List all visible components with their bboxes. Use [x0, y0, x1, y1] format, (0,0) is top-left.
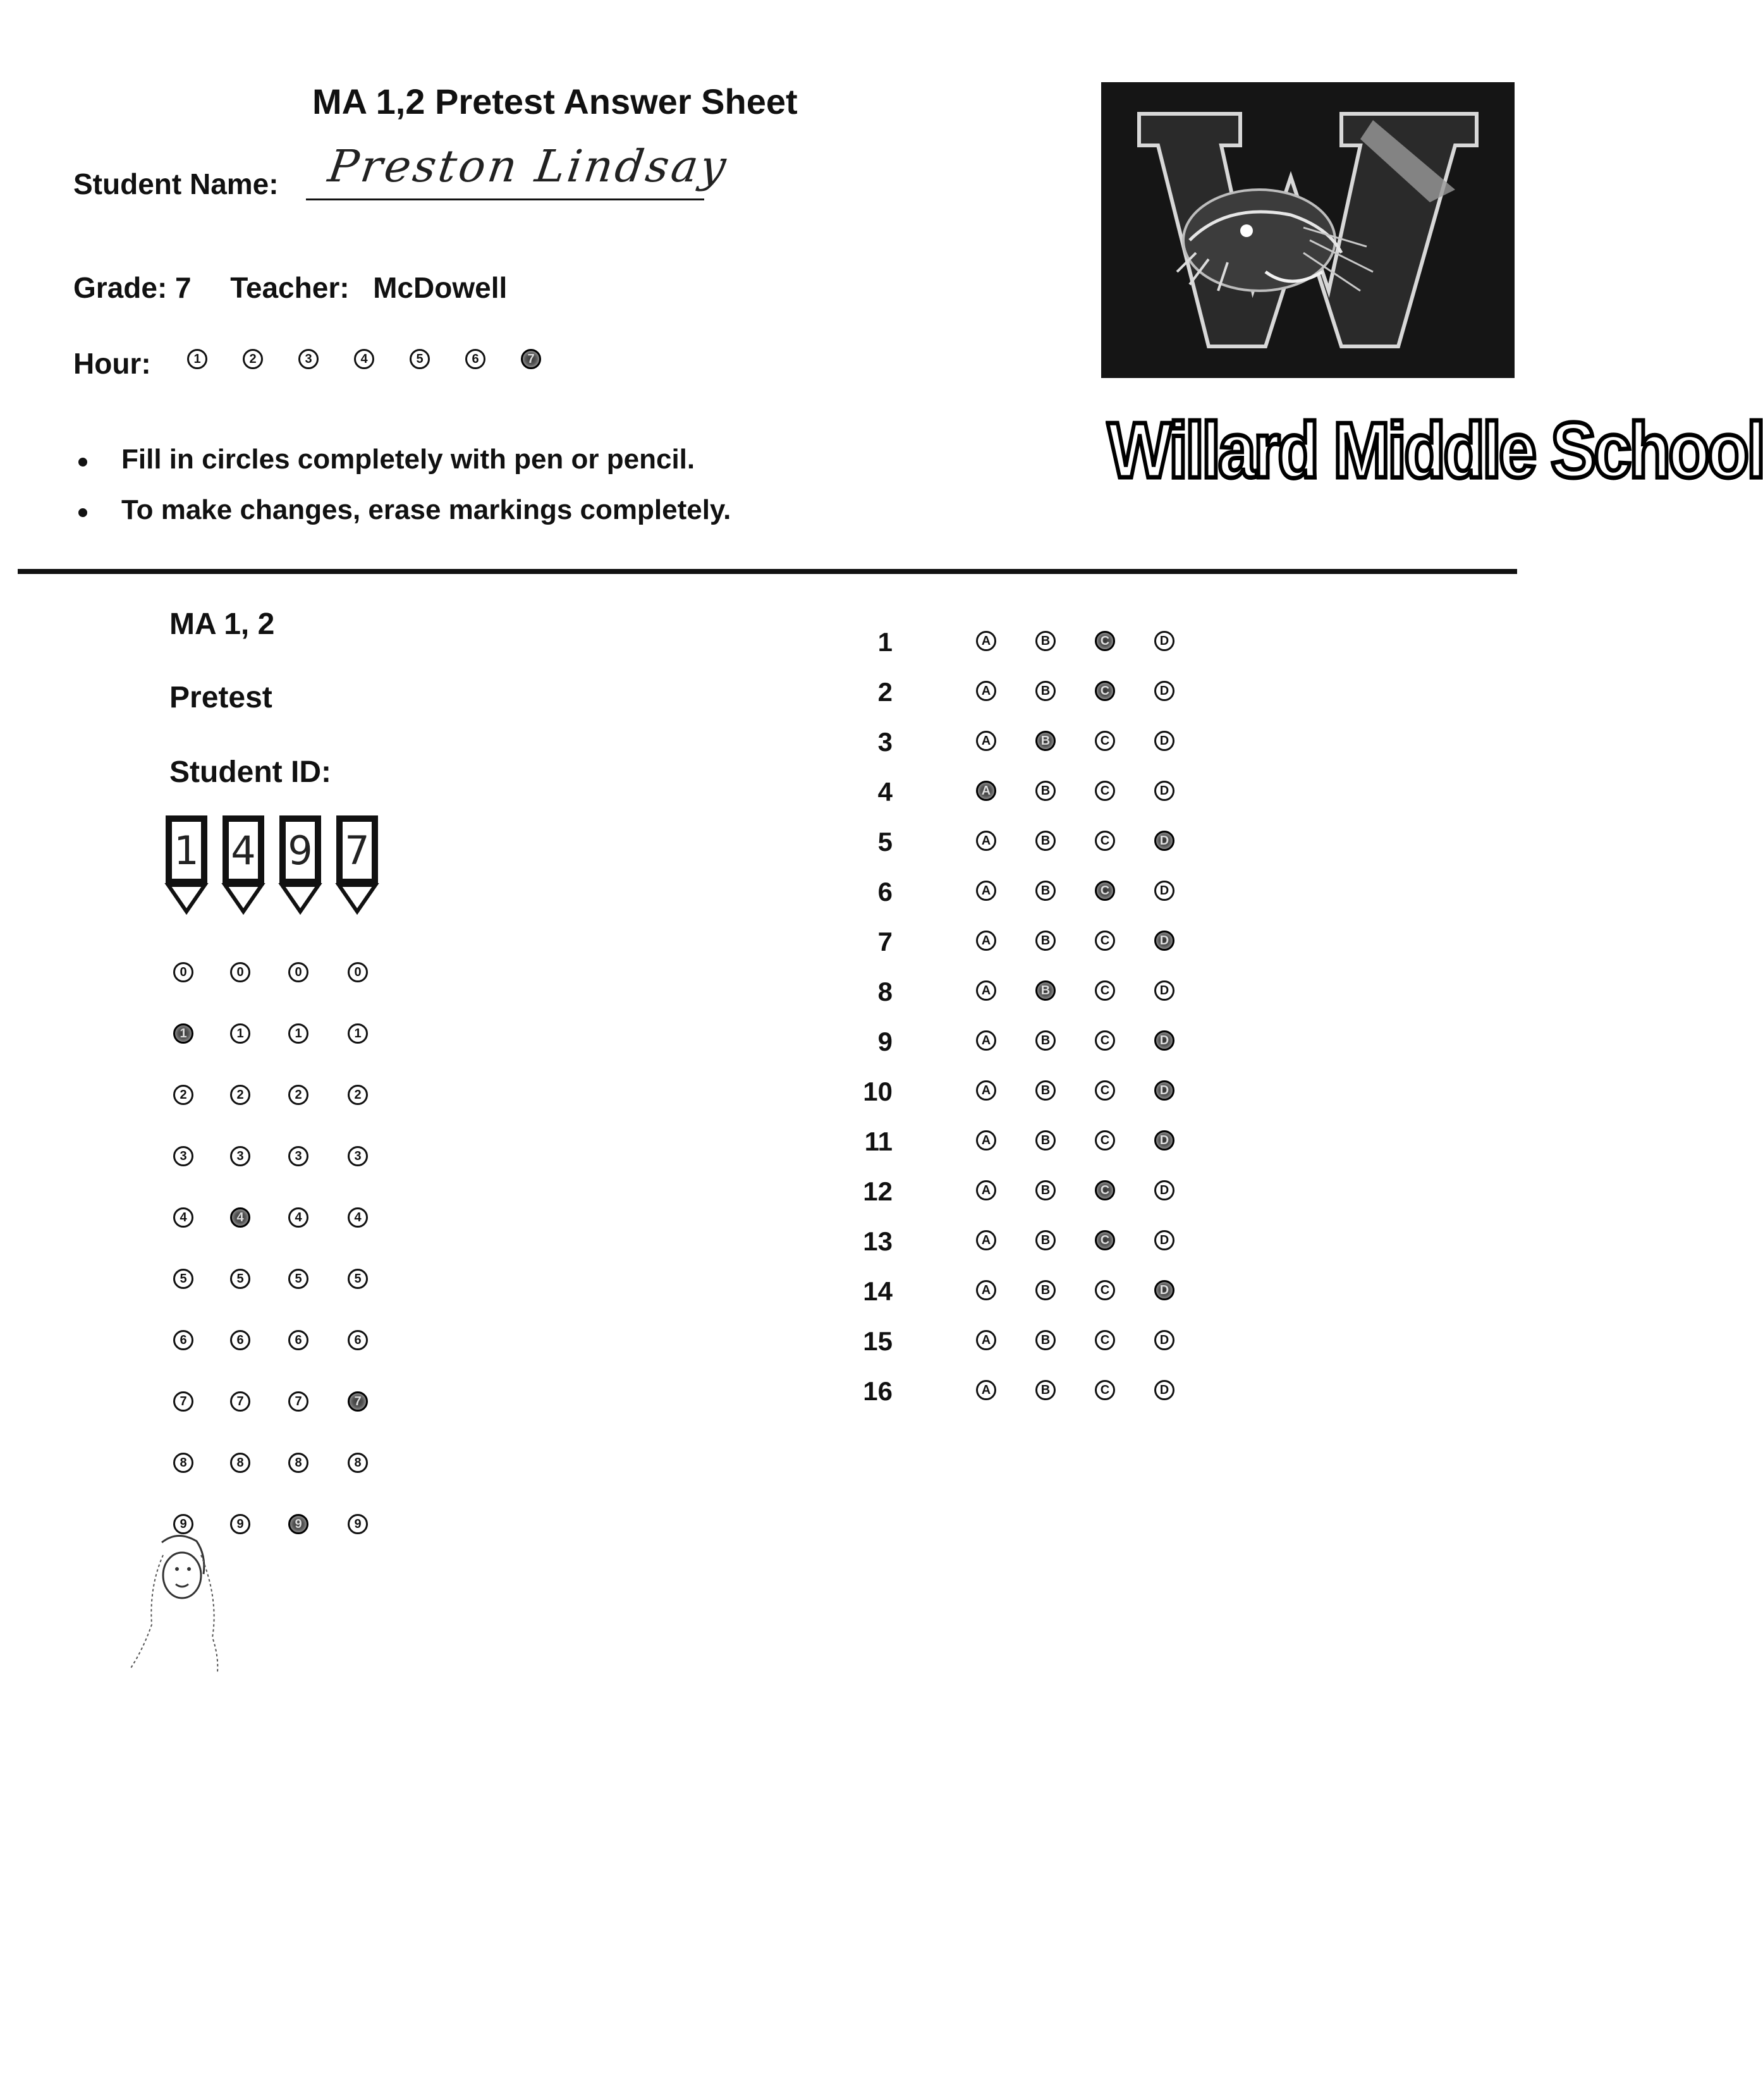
- question-number: 6: [877, 877, 893, 907]
- answer-bubble-b[interactable]: B: [1035, 631, 1056, 651]
- question-number: 15: [863, 1326, 893, 1356]
- hour-bubble-5[interactable]: 5: [410, 349, 430, 369]
- hour-label: Hour:: [73, 347, 151, 380]
- answer-bubble-a[interactable]: A: [976, 1330, 996, 1350]
- student-id-bubble-8[interactable]: 8: [230, 1453, 250, 1473]
- answer-bubble-a[interactable]: A: [976, 1280, 996, 1300]
- answer-bubble-a[interactable]: A: [976, 881, 996, 901]
- student-id-bubble-6[interactable]: 6: [230, 1330, 250, 1350]
- answer-bubble-a[interactable]: A: [976, 1130, 996, 1151]
- student-id-bubble-2[interactable]: 2: [348, 1085, 368, 1105]
- student-name-label: Student Name:: [73, 168, 279, 200]
- student-id-bubble-1[interactable]: 1: [230, 1023, 250, 1044]
- answer-bubble-b[interactable]: B: [1035, 1330, 1056, 1350]
- answer-bubble-d[interactable]: D: [1154, 931, 1174, 951]
- student-id-bubble-8[interactable]: 8: [288, 1453, 308, 1473]
- student-name-line: [306, 198, 704, 200]
- arrow-down-icon: [223, 884, 264, 914]
- answer-bubble-b[interactable]: B: [1035, 831, 1056, 851]
- answer-bubble-a[interactable]: A: [976, 631, 996, 651]
- hour-bubble-4[interactable]: 4: [354, 349, 374, 369]
- instruction-1: Fill in circles completely with pen or pencil.: [121, 444, 695, 475]
- answer-bubble-d[interactable]: D: [1154, 1130, 1174, 1151]
- answer-bubble-a[interactable]: A: [976, 731, 996, 751]
- answer-bubble-b[interactable]: B: [1035, 1380, 1056, 1400]
- answer-bubble-c[interactable]: C: [1095, 1280, 1115, 1300]
- question-number: 10: [863, 1077, 893, 1106]
- student-id-bubble-3[interactable]: 3: [348, 1146, 368, 1166]
- question-number: 11: [864, 1126, 893, 1156]
- answer-bubble-b[interactable]: B: [1035, 681, 1056, 701]
- answer-bubble-d[interactable]: D: [1154, 1230, 1174, 1250]
- answer-bubble-d[interactable]: D: [1154, 831, 1174, 851]
- answer-bubble-a[interactable]: A: [976, 1180, 996, 1200]
- answer-bubble-c[interactable]: C: [1095, 1230, 1115, 1250]
- student-id-bubble-0[interactable]: 0: [173, 962, 193, 982]
- hour-bubble-2[interactable]: 2: [243, 349, 263, 369]
- student-id-bubble-4[interactable]: 4: [230, 1207, 250, 1228]
- student-id-bubble-8[interactable]: 8: [348, 1453, 368, 1473]
- student-id-bubble-5[interactable]: 5: [173, 1269, 193, 1289]
- student-id-bubble-7[interactable]: 7: [348, 1391, 368, 1412]
- answer-bubble-c[interactable]: C: [1095, 831, 1115, 851]
- school-name-wordmark: Willard Middle School: [1107, 406, 1763, 494]
- answer-bubble-b[interactable]: B: [1035, 1280, 1056, 1300]
- answer-bubble-a[interactable]: A: [976, 831, 996, 851]
- answer-bubble-b[interactable]: B: [1035, 1230, 1056, 1250]
- student-id-bubble-6[interactable]: 6: [348, 1330, 368, 1350]
- sheet-title: MA 1,2 Pretest Answer Sheet: [312, 82, 798, 121]
- student-id-bubble-4[interactable]: 4: [288, 1207, 308, 1228]
- teacher-label: Teacher:: [230, 271, 350, 304]
- student-id-bubble-6[interactable]: 6: [173, 1330, 193, 1350]
- answer-bubble-c[interactable]: C: [1095, 1330, 1115, 1350]
- hour-bubble-7[interactable]: 7: [521, 349, 541, 369]
- answer-bubble-d[interactable]: D: [1154, 1080, 1174, 1101]
- answer-bubble-a[interactable]: A: [976, 931, 996, 951]
- answer-bubble-d[interactable]: D: [1154, 731, 1174, 751]
- student-id-bubble-7[interactable]: 7: [288, 1391, 308, 1412]
- answer-bubble-c[interactable]: C: [1095, 781, 1115, 801]
- answer-bubble-b[interactable]: B: [1035, 881, 1056, 901]
- answer-bubble-d[interactable]: D: [1154, 881, 1174, 901]
- test-type: Pretest: [169, 681, 272, 714]
- student-id-digit-box[interactable]: 9: [279, 815, 321, 885]
- section-divider: [18, 569, 1517, 574]
- student-id-digit-box[interactable]: 7: [336, 815, 378, 885]
- answer-bubble-c[interactable]: C: [1095, 1380, 1115, 1400]
- student-id-bubble-2[interactable]: 2: [173, 1085, 193, 1105]
- student-id-bubble-8[interactable]: 8: [173, 1453, 193, 1473]
- hour-bubble-3[interactable]: 3: [298, 349, 319, 369]
- question-number: 9: [877, 1027, 893, 1056]
- question-number: 12: [863, 1176, 893, 1206]
- bullet: [78, 458, 87, 467]
- question-number: 4: [877, 777, 893, 807]
- student-id-bubble-9[interactable]: 9: [288, 1514, 308, 1534]
- answer-bubble-c[interactable]: C: [1095, 1180, 1115, 1200]
- answer-bubble-c[interactable]: C: [1095, 631, 1115, 651]
- answer-bubble-a[interactable]: A: [976, 681, 996, 701]
- student-id-bubble-0[interactable]: 0: [230, 962, 250, 982]
- answer-bubble-d[interactable]: D: [1154, 980, 1174, 1001]
- student-id-digit-box[interactable]: 1: [166, 815, 207, 885]
- student-id-bubble-3[interactable]: 3: [230, 1146, 250, 1166]
- student-id-bubble-1[interactable]: 1: [348, 1023, 368, 1044]
- answer-bubble-b[interactable]: B: [1035, 931, 1056, 951]
- grade-value: 7: [175, 271, 192, 304]
- answer-bubble-c[interactable]: C: [1095, 1130, 1115, 1151]
- student-id-bubble-1[interactable]: 1: [173, 1023, 193, 1044]
- answer-bubble-c[interactable]: C: [1095, 980, 1115, 1001]
- student-id-bubble-3[interactable]: 3: [288, 1146, 308, 1166]
- answer-bubble-c[interactable]: C: [1095, 931, 1115, 951]
- grade-row: [73, 271, 507, 305]
- student-id-bubble-5[interactable]: 5: [230, 1269, 250, 1289]
- student-id-bubble-6[interactable]: 6: [288, 1330, 308, 1350]
- answer-bubble-c[interactable]: C: [1095, 681, 1115, 701]
- question-number: 16: [863, 1376, 893, 1406]
- student-id-bubble-0[interactable]: 0: [348, 962, 368, 982]
- answer-bubble-c[interactable]: C: [1095, 731, 1115, 751]
- answer-bubble-a[interactable]: A: [976, 1380, 996, 1400]
- student-id-bubble-3[interactable]: 3: [173, 1146, 193, 1166]
- answer-bubble-a[interactable]: A: [976, 980, 996, 1001]
- student-name-handwritten[interactable]: Preston Lindsay: [325, 140, 732, 192]
- student-id-bubble-0[interactable]: 0: [288, 962, 308, 982]
- question-number: 8: [877, 977, 893, 1006]
- student-id-digit-box[interactable]: 4: [223, 815, 264, 885]
- student-id-bubble-4[interactable]: 4: [173, 1207, 193, 1228]
- course-name: MA 1, 2: [169, 607, 275, 641]
- answer-bubble-d[interactable]: D: [1154, 1380, 1174, 1400]
- student-id-bubble-2[interactable]: 2: [230, 1085, 250, 1105]
- answer-bubble-b[interactable]: B: [1035, 1080, 1056, 1101]
- answer-bubble-d[interactable]: D: [1154, 1030, 1174, 1051]
- student-id-bubble-7[interactable]: 7: [230, 1391, 250, 1412]
- answer-bubble-b[interactable]: B: [1035, 1130, 1056, 1151]
- answer-bubble-d[interactable]: D: [1154, 1280, 1174, 1300]
- question-number: 5: [877, 827, 893, 857]
- student-id-label: Student ID:: [169, 755, 331, 789]
- answer-bubble-b[interactable]: B: [1035, 1180, 1056, 1200]
- answer-bubble-b[interactable]: B: [1035, 781, 1056, 801]
- student-id-bubble-1[interactable]: 1: [288, 1023, 308, 1044]
- question-number: 2: [877, 677, 893, 707]
- student-id-bubble-9[interactable]: 9: [348, 1514, 368, 1534]
- answer-bubble-a[interactable]: A: [976, 1080, 996, 1101]
- arrow-down-icon: [279, 884, 321, 914]
- answer-bubble-d[interactable]: D: [1154, 1330, 1174, 1350]
- school-logo: [1101, 82, 1515, 378]
- instruction-2: To make changes, erase markings completely.: [121, 494, 731, 525]
- teacher-value: McDowell: [373, 271, 508, 304]
- answer-bubble-b[interactable]: B: [1035, 1030, 1056, 1051]
- answer-bubble-d[interactable]: D: [1154, 681, 1174, 701]
- w-panther-logo-icon: [1101, 82, 1515, 378]
- bullet: [78, 508, 87, 517]
- answer-bubble-a[interactable]: A: [976, 1230, 996, 1250]
- student-id-bubble-5[interactable]: 5: [348, 1269, 368, 1289]
- question-number: 14: [863, 1276, 893, 1306]
- grade-label: Grade:: [73, 271, 168, 304]
- answer-bubble-a[interactable]: A: [976, 781, 996, 801]
- question-number: 3: [877, 727, 893, 757]
- answer-bubble-b[interactable]: B: [1035, 731, 1056, 751]
- student-id-bubble-7[interactable]: 7: [173, 1391, 193, 1412]
- student-id-bubble-5[interactable]: 5: [288, 1269, 308, 1289]
- answer-bubble-d[interactable]: D: [1154, 781, 1174, 801]
- answer-bubble-d[interactable]: D: [1154, 1180, 1174, 1200]
- hour-bubble-1[interactable]: 1: [187, 349, 207, 369]
- arrow-down-icon: [336, 884, 378, 914]
- answer-bubble-c[interactable]: C: [1095, 1080, 1115, 1101]
- student-id-bubble-9[interactable]: 9: [173, 1514, 193, 1534]
- question-number: 13: [863, 1226, 893, 1256]
- answer-bubble-b[interactable]: B: [1035, 980, 1056, 1001]
- hour-bubble-6[interactable]: 6: [465, 349, 485, 369]
- question-number: 1: [877, 627, 893, 657]
- arrow-down-icon: [166, 884, 207, 914]
- answer-bubble-c[interactable]: C: [1095, 881, 1115, 901]
- student-id-bubble-4[interactable]: 4: [348, 1207, 368, 1228]
- answer-bubble-d[interactable]: D: [1154, 631, 1174, 651]
- face-doodle-icon: [124, 1530, 231, 1675]
- answer-bubble-c[interactable]: C: [1095, 1030, 1115, 1051]
- answer-bubble-a[interactable]: A: [976, 1030, 996, 1051]
- question-number: 7: [877, 927, 893, 956]
- student-id-bubble-2[interactable]: 2: [288, 1085, 308, 1105]
- student-id-bubble-9[interactable]: 9: [230, 1514, 250, 1534]
